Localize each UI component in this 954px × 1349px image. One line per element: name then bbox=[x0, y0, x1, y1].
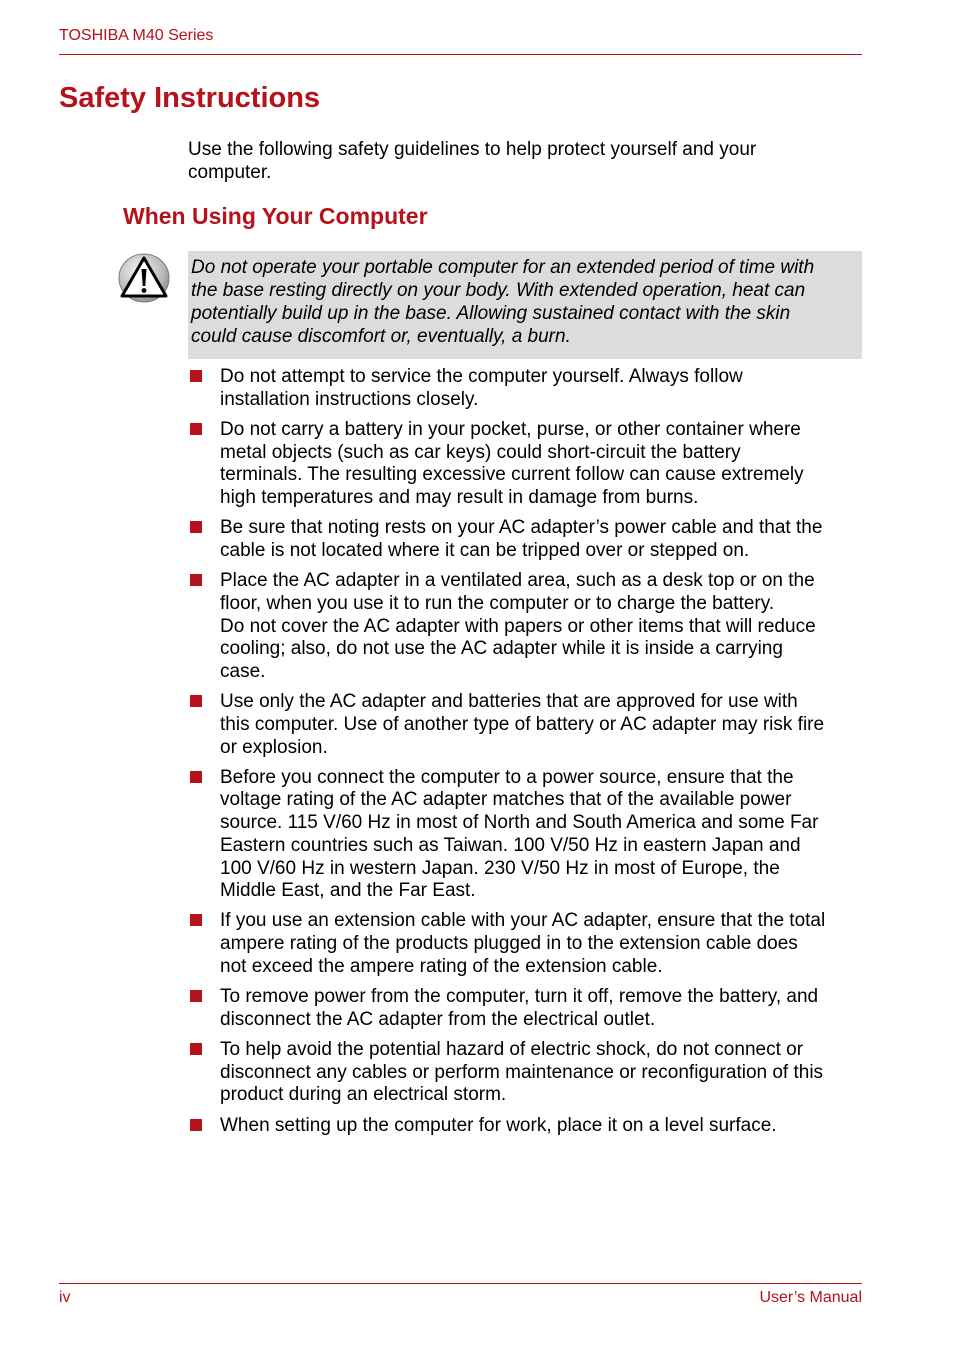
page-number: iv bbox=[59, 1289, 71, 1306]
bullet-line: high temperatures and may result in damage from burns. bbox=[220, 487, 699, 509]
bullet-line: ampere rating of the products plugged in to the extension cable does bbox=[220, 933, 798, 955]
bullet-line: source. 115 V/60 Hz in most of North and South America and some Far bbox=[220, 812, 819, 834]
list-item bbox=[188, 691, 863, 759]
bullet-line: Place the AC adapter in a ventilated area, such as a desk top or on the bbox=[220, 570, 815, 592]
bullet-line: or explosion. bbox=[220, 736, 328, 758]
list-item bbox=[188, 419, 863, 510]
page-title: Safety Instructions bbox=[59, 82, 321, 114]
list-item bbox=[188, 517, 863, 562]
bullet-square-icon bbox=[190, 695, 202, 707]
bullet-line: Do not attempt to service the computer yourself. Always follow bbox=[220, 366, 743, 387]
bullet-line: Eastern countries such as Taiwan. 100 V/50 Hz in eastern Japan and bbox=[220, 834, 801, 856]
bullet-line: disconnect the AC adapter from the electrical outlet. bbox=[220, 1008, 656, 1030]
intro-line: Use the following safety guidelines to help protect yourself and your bbox=[188, 139, 757, 160]
bullet-square-icon bbox=[190, 771, 202, 783]
bullet-line: this computer. Use of another type of battery or AC adapter may risk fire bbox=[220, 713, 825, 735]
safety-bullet-list bbox=[188, 366, 863, 1145]
list-item bbox=[188, 986, 863, 1031]
manual-name: User’s Manual bbox=[759, 1289, 862, 1306]
caution-line: Do not operate your portable computer for an extended period of time with bbox=[191, 257, 815, 278]
caution-note bbox=[188, 251, 862, 359]
bullet-line: Be sure that noting rests on your AC adapter’s power cable and that the bbox=[220, 517, 823, 539]
bullet-line: not exceed the ampere rating of the extension cable. bbox=[220, 955, 663, 977]
bullet-line: voltage rating of the AC adapter matches that of the available power bbox=[220, 789, 792, 811]
bullet-line: terminals. The resulting excessive current follow can cause extremely bbox=[220, 464, 804, 486]
bullet-line: To help avoid the potential hazard of electric shock, do not connect or bbox=[220, 1038, 804, 1060]
list-item bbox=[188, 767, 863, 903]
intro-paragraph bbox=[188, 138, 848, 184]
bullet-line: Use only the AC adapter and batteries that are approved for use with bbox=[220, 691, 798, 713]
bullet-line: If you use an extension cable with your AC adapter, ensure that the total bbox=[220, 910, 826, 932]
intro-line: computer. bbox=[188, 162, 272, 183]
bullet-square-icon bbox=[190, 423, 202, 435]
bullet-square-icon bbox=[190, 990, 202, 1002]
bullet-line: disconnect any cables or perform maintenance or reconfiguration of this bbox=[220, 1061, 824, 1083]
bullet-line: Middle East, and the Far East. bbox=[220, 880, 476, 902]
header-rule bbox=[59, 54, 862, 55]
bullet-square-icon bbox=[190, 370, 202, 382]
bullet-square-icon bbox=[190, 574, 202, 586]
bullet-square-icon bbox=[190, 1043, 202, 1055]
caution-line: the base resting directly on your body. With extended operation, heat can bbox=[191, 280, 806, 301]
bullet-square-icon bbox=[190, 521, 202, 533]
list-item bbox=[188, 1115, 863, 1138]
bullet-line: cooling; also, do not use the AC adapter while it is inside a carrying bbox=[220, 638, 783, 660]
bullet-square-icon bbox=[190, 1119, 202, 1131]
footer-rule bbox=[59, 1283, 862, 1284]
bullet-line: Do not cover the AC adapter with papers or other items that will reduce bbox=[220, 615, 816, 637]
bullet-line: Do not carry a battery in your pocket, purse, or other container where bbox=[220, 418, 801, 440]
list-item bbox=[188, 366, 863, 411]
bullet-line: metal objects (such as car keys) could short-circuit the battery bbox=[220, 441, 741, 463]
bullet-line: 100 V/60 Hz in western Japan. 230 V/50 Hz in most of Europe, the bbox=[220, 857, 780, 879]
bullet-line: When setting up the computer for work, place it on a level surface. bbox=[220, 1114, 777, 1136]
running-header: TOSHIBA M40 Series bbox=[59, 27, 214, 44]
caution-triangle-icon bbox=[117, 252, 171, 304]
bullet-line: case. bbox=[220, 660, 266, 682]
list-item bbox=[188, 1039, 863, 1107]
bullet-square-icon bbox=[190, 914, 202, 926]
bullet-line: floor, when you use it to run the computer or to charge the battery. bbox=[220, 592, 775, 614]
list-item bbox=[188, 910, 863, 978]
bullet-line: To remove power from the computer, turn it off, remove the battery, and bbox=[220, 986, 819, 1008]
caution-line: could cause discomfort or, eventually, a burn. bbox=[191, 326, 571, 347]
bullet-line: Before you connect the computer to a power source, ensure that the bbox=[220, 766, 794, 788]
bullet-line: installation instructions closely. bbox=[220, 388, 479, 410]
bullet-line: product during an electrical storm. bbox=[220, 1084, 507, 1106]
bullet-line: cable is not located where it can be tripped over or stepped on. bbox=[220, 539, 750, 561]
caution-line: potentially build up in the base. Allowing sustained contact with the skin bbox=[191, 303, 791, 324]
list-item bbox=[188, 570, 863, 684]
section-heading: When Using Your Computer bbox=[123, 203, 428, 229]
